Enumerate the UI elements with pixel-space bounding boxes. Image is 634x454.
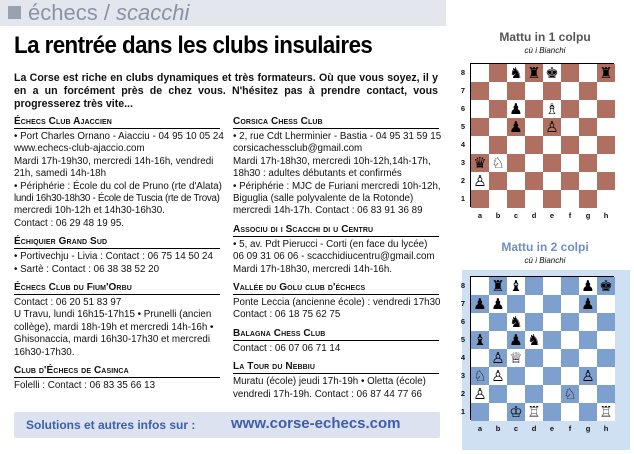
chess-piece: ♝ [473,331,487,349]
right-column [233,116,442,407]
club-line: • Périphérie : École du col de Pruno (rte d'Alata) [14,180,222,192]
board-square [597,172,615,190]
board-square [579,100,597,118]
footer-banner [14,412,440,438]
board-square [489,331,507,349]
board-square [471,190,489,208]
rank-label: 8 [460,68,466,77]
rank-label: 2 [460,176,466,185]
file-label: c [513,211,519,220]
club-website-link[interactable]: www.echecs-club-ajaccio.com [14,143,145,155]
board-square [507,172,525,190]
club-line: U Travu, lundi 16h15-17h15 • Prunelli (ancien [14,309,212,321]
club-line: Ghisonaccia, mardi 16h30-17h30 et mercredi [14,334,211,346]
rank-label: 4 [460,140,466,149]
rank-label: 1 [460,194,466,203]
file-label: a [477,211,483,220]
chess-piece: ♔ [509,403,523,421]
chess-piece: ♞ [509,64,523,82]
board-square [579,118,597,136]
board-square [597,313,615,331]
chess-piece: ♜ [527,64,541,82]
chess-piece: ♘ [473,367,487,385]
chess-piece: ♚ [545,64,559,82]
club-title: La Tour du Nebbiu [233,361,439,374]
board-square [597,118,615,136]
board-square [579,385,597,403]
board-square [561,64,579,82]
club-line: collège), mardi 18h-19h et mercredi 14h-16h • [14,321,214,333]
board-square [597,385,615,403]
club-line: Folelli : Contact : 06 83 35 66 13 [14,380,156,392]
board-square [471,313,489,331]
file-label: c [513,424,519,433]
chess-piece: ♙ [491,367,505,385]
board-square [597,349,615,367]
board-square [525,172,543,190]
rank-label: 5 [460,335,466,344]
board-square [489,118,507,136]
club-line: • 2, rue Cdt Lherminier - Bastia - 04 95 31 59 15 [233,131,442,142]
board-square [543,295,561,313]
board-square [525,313,543,331]
vallee-du-golu [233,282,439,322]
board-square [507,82,525,100]
board-square [507,385,525,403]
chess-piece: ♟ [509,331,523,349]
board-square [525,277,543,295]
board-square [543,403,561,421]
board-square [561,403,579,421]
board-square [561,295,579,313]
board-square [597,82,615,100]
chess-piece: ♟ [473,295,487,313]
club-title: Échecs Club du Fium'Orbu [14,282,220,295]
club-line: • Port Charles Ornano - Aiacciu - 04 95 10 05 24 [14,131,224,142]
club-line: 16h30-17h30. [14,346,75,358]
chess-piece: ♖ [527,403,541,421]
rank-label: 4 [460,353,466,362]
rank-label: 7 [460,299,466,308]
chess-piece: ♟ [581,277,595,295]
club-email-link[interactable]: corsicachessclub@gmail.com [233,143,363,155]
club-title: Vallée du Golu club d'échecs [233,282,439,295]
chess-piece: ♘ [491,154,505,172]
chess-board-1 [470,63,614,207]
file-label: e [549,424,555,433]
club-line: • Périphérie : MJC de Furiani mercredi 10h-12h, [233,180,441,192]
chess-piece: ♙ [545,118,559,136]
board-square [507,136,525,154]
board-square [489,136,507,154]
board-square [597,190,615,208]
chess-piece: ♝ [509,277,523,295]
board-square [597,136,615,154]
board-square [561,136,579,154]
board-square [507,295,525,313]
section-title-french: échecs / [28,0,117,25]
file-label: f [568,424,572,433]
chess-piece: ♖ [599,403,613,421]
club-line: 18h30 : adultes débutants et confirmés [233,168,402,180]
puzzle-2-subtitle: cù i Bianchi [524,256,566,265]
board-square [525,190,543,208]
balagna-chess-club [233,328,439,355]
board-square [561,313,579,331]
board-square [525,100,543,118]
board-square [471,64,489,82]
file-label: g [585,424,591,433]
club-line: Mardi 17h-18h30, mercredi 14h-16h. [233,263,393,275]
rank-label: 3 [460,158,466,167]
board-square [525,154,543,172]
board-square [579,349,597,367]
board-square [579,172,597,190]
board-square [525,118,543,136]
board-square [561,118,579,136]
board-square [471,136,489,154]
club-ajaccien [14,116,224,230]
board-square [543,82,561,100]
club-line: Muratu (école) jeudi 17h-19h • Oletta (école) [233,376,426,388]
section-title [28,1,189,25]
board-square [507,190,525,208]
board-square [579,154,597,172]
board-square [579,190,597,208]
board-square [525,295,543,313]
file-label: a [477,424,483,433]
chess-piece: ♕ [509,349,523,367]
board-square [543,367,561,385]
board-square [489,190,507,208]
board-square [561,154,579,172]
club-line: Mardi 17h-18h30, mercredi 10h-12h,14h-17h, [233,155,431,167]
file-label: h [603,424,609,433]
board-square [543,313,561,331]
board-square [471,100,489,118]
board-square [579,136,597,154]
board-square [525,385,543,403]
board-square [489,313,507,331]
club-line: Biguglia (salle polyvalente de la Rotonde) [233,193,414,205]
board-square [489,385,507,403]
file-label: b [495,211,501,220]
club-line: Ponte Leccia (ancienne école) : vendredi 17h30 [233,297,441,309]
chess-piece: ♞ [509,313,523,331]
board-square [543,385,561,403]
rank-label: 6 [460,317,466,326]
board-square [525,82,543,100]
club-casinca [14,365,220,392]
corsica-chess-club [233,116,442,218]
board-square [561,190,579,208]
board-square [543,136,561,154]
square-bullet-icon [8,6,21,19]
club-line: • Sartè : Contact : 06 38 38 52 20 [14,263,160,275]
board-square [507,154,525,172]
club-line: Contact : 06 07 06 71 14 [233,342,341,354]
chess-piece: ♜ [599,64,613,82]
board-square [561,331,579,349]
footer-website-link[interactable]: www.corse-echecs.com [231,415,401,432]
puzzle-1-subtitle: cù i Bianchi [524,46,566,55]
board-square [543,154,561,172]
file-label: f [568,211,572,220]
chess-piece: ♟ [509,118,523,136]
chess-piece: ♜ [491,277,505,295]
board-square [489,403,507,421]
board-square [489,64,507,82]
club-line: • Portivechju - Livia : Contact : 06 75 14 50 24 [14,248,220,263]
club-line: vendredi 17h-19h. Contact : 06 87 44 77 66 [233,388,423,400]
board-square [561,349,579,367]
chess-piece: ♗ [545,100,559,118]
club-line: • 5, av. Pdt Pierucci - Corti (en face du lycée) [233,238,428,250]
club-email-link[interactable]: 06 09 31 06 06 - scacchidiucentru@gmail.com [233,251,435,263]
board-square [561,100,579,118]
club-line: Contact : 06 20 51 83 97 [14,297,122,309]
chess-piece: ♛ [473,154,487,172]
footer-label: Solutions et autres infos sur : [26,418,196,432]
board-square [543,277,561,295]
left-column [14,116,224,399]
rank-label: 7 [460,86,466,95]
section-header-band [0,0,446,26]
chess-piece: ♘ [563,385,577,403]
chess-piece: ♙ [491,349,505,367]
board-square [471,118,489,136]
club-line: lundi 16h30-18h30 - École de Tuscia (rte de Trova) [14,193,220,205]
chess-piece: ♙ [581,367,595,385]
club-title: Balagna Chess Club [233,328,439,341]
board-square [597,154,615,172]
file-label: h [603,211,609,220]
chess-piece: ♟ [509,100,523,118]
chess-piece: ♟ [581,295,595,313]
tour-du-nebbiu [233,361,439,401]
club-line: 21h, samedi 14h-18h [14,168,107,180]
board-square [489,100,507,118]
board-square [471,403,489,421]
board-square [489,82,507,100]
board-square [561,277,579,295]
board-square [471,82,489,100]
intro-paragraph: La Corse est riche en clubs dynamiques et très formateurs. Où que vous soyez, il y en a un forcément près de chez vous. N'hésitez pas à prendre contact, vous progresserez très vite... [14,72,438,110]
rank-label: 5 [460,122,466,131]
rank-label: 1 [460,407,466,416]
club-line: mercredi 14h-17h. Contact : 06 83 91 36 89 [233,205,423,217]
board-square [597,367,615,385]
chess-piece: ♞ [527,331,541,349]
board-square [543,172,561,190]
chess-piece: ♚ [599,277,613,295]
rank-label: 8 [460,281,466,290]
club-title: Échiquier Grand Sud [14,236,108,248]
board-square [561,82,579,100]
board-square [579,64,597,82]
board-square [525,367,543,385]
club-line: Contact : 06 18 75 62 75 [233,309,341,321]
board-square [579,313,597,331]
file-label: d [531,211,537,220]
file-label: g [585,211,591,220]
board-square [489,172,507,190]
club-title: Club d'Échecs de Casinca [14,365,220,378]
chess-piece: ♟ [491,295,505,313]
club-line: Contact : 06 29 48 19 95. [14,217,125,229]
board-square [597,331,615,349]
club-line: Mardi 17h-19h30, mercredi 14h-16h, vendredi [14,155,214,167]
associu-scacchi-centru [233,224,439,276]
club-title: Corsica Chess Club [233,116,439,129]
board-square [579,403,597,421]
club-line: mercredi 10h-12h et 14h30-16h30. [14,205,165,217]
board-square [597,295,615,313]
chess-board-2 [470,276,614,420]
puzzle-1-title: Mattu in 1 colpu [499,30,591,44]
file-label: b [495,424,501,433]
rank-label: 2 [460,389,466,398]
board-square [471,349,489,367]
club-grand-sud [14,236,220,276]
board-square [543,349,561,367]
rank-label: 3 [460,371,466,380]
board-square [597,100,615,118]
headline: La rentrée dans les clubs insulaires [14,32,373,59]
board-square [525,349,543,367]
section-title-corsican: scacchi [116,0,190,25]
file-label: e [549,211,555,220]
board-square [543,190,561,208]
file-label: d [531,424,537,433]
board-square [579,331,597,349]
board-square [507,367,525,385]
club-title: Associu di i Scacchi di u Centru [233,224,439,237]
board-square [471,277,489,295]
board-square [561,367,579,385]
board-square [579,82,597,100]
rank-label: 6 [460,104,466,113]
chess-piece: ♙ [473,172,487,190]
club-title: Échecs Club Ajaccien [14,116,220,129]
board-square [561,172,579,190]
board-square [543,331,561,349]
chess-piece: ♙ [473,385,487,403]
puzzle-2-title: Mattu in 2 colpi [501,240,589,254]
club-fiumorbu [14,282,220,359]
board-square [525,136,543,154]
